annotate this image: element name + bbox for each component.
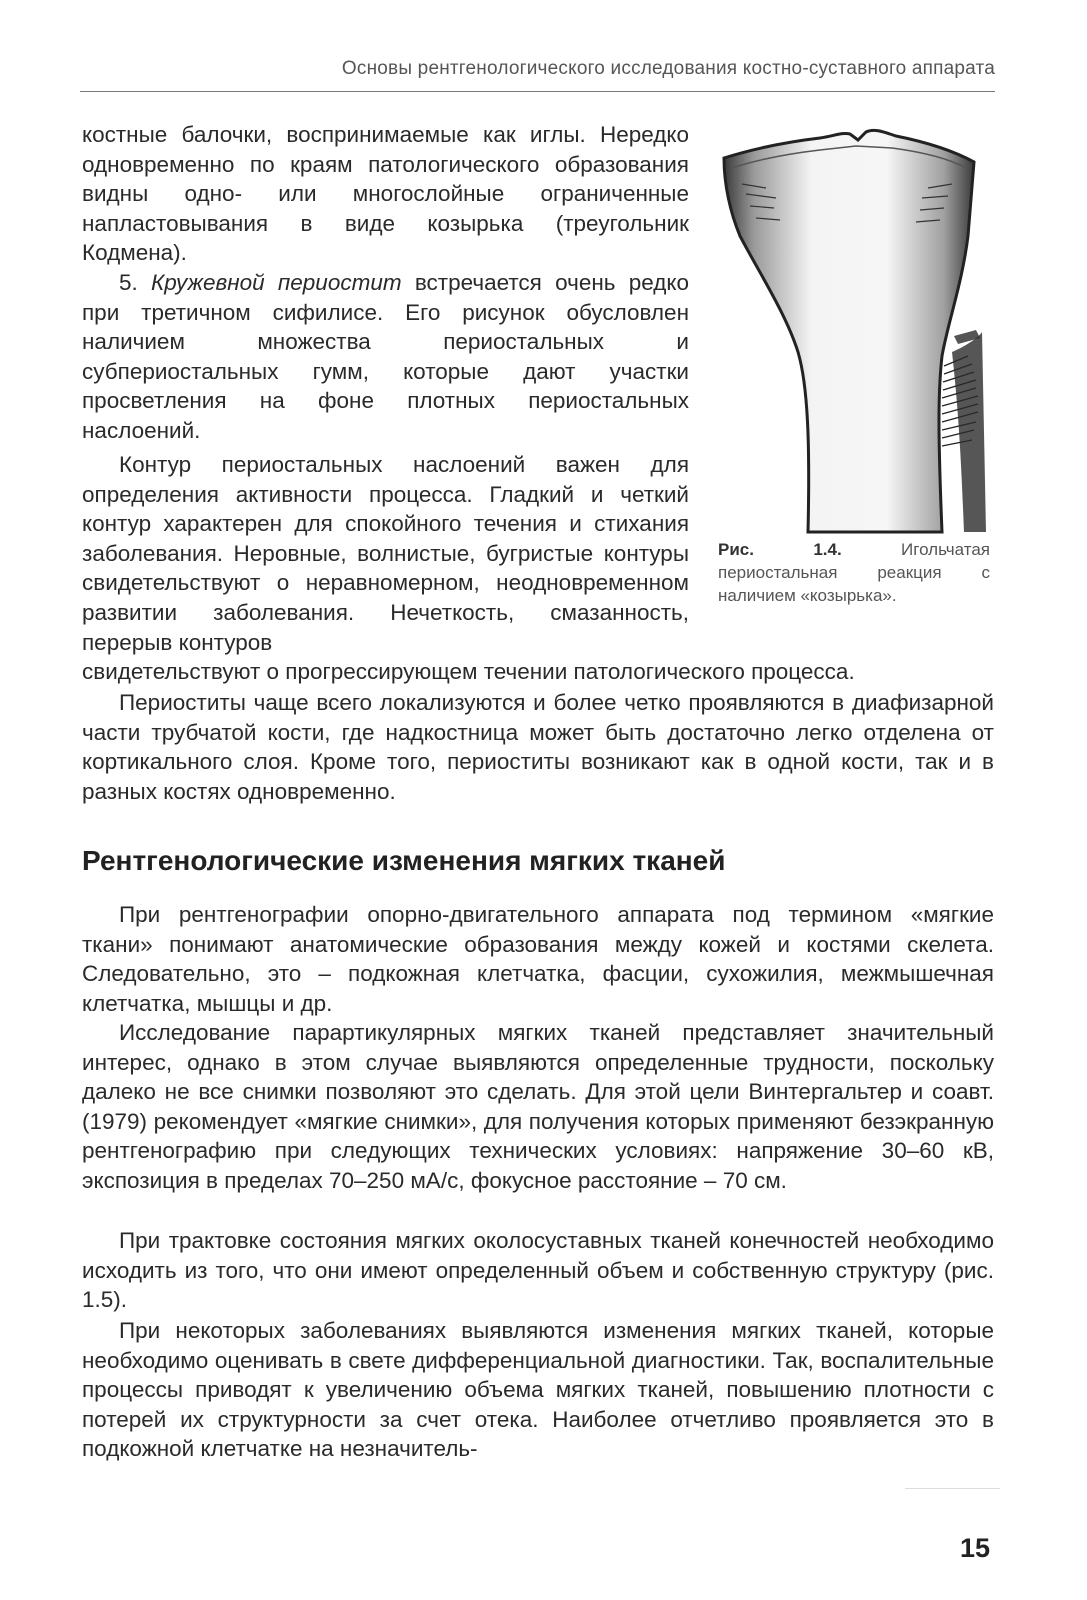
figure-caption (718, 538, 990, 607)
item-number: 5. (119, 270, 138, 295)
item-text: встречается очень редко при третичном сифилисе. Его рисунок обусловлен наличием множества периостальных и субпериостальных гумм, которые дают участки просветления на фоне плотных периостальных наслоений. (82, 270, 689, 443)
term-lace-periostitis: Кружевной периостит (151, 270, 402, 295)
paragraph-periostitis-location: Периоститы чаще всего локализуются и более четко проявляются в диафизарной части трубчатой кости, где надкостница может быть достаточно легко отделена от кортикального слоя. Кроме того, периоститы возникают как в одной кости, так и в разных костях одновременно. (82, 690, 994, 804)
caption-label: Рис. 1.4. (718, 540, 842, 559)
figure-bone-illustration (716, 124, 988, 534)
bone-drawing (716, 124, 988, 534)
header-rule (80, 91, 995, 92)
paragraph-lace-periostitis (82, 268, 689, 446)
corner-rule (905, 1488, 1000, 1489)
paragraph-needles: костные балочки, воспринимаемые как иглы. Нередко одновременно по краям патологического образования видны одно- или многослойные ограниченные напластовывания в виде козырька (треугольник Кодмена). (82, 122, 689, 266)
paragraph-soft-tissue-study: Исследование парартикулярных мягких тканей представляет значительный интерес, однако в этом случае выявляются определенные трудности, поскольку далеко не все снимки позволяют это сделать. Для этой цели Винтергальтер и соавт. (1979) рекомендует «мягкие снимки», для получения которых применяют безэкранную рентгенографию при следующих технических условиях: напряжение 30–60 кВ, экспозиция в пределах 70–250 мА/с, фокусное расстояние – 70 см. (82, 1020, 994, 1193)
page-number: 15 (959, 1533, 990, 1563)
paragraph-soft-tissue-definition: При рентгенографии опорно-двигательного аппарата под термином «мягкие ткани» понимают анатомические образования между кожей и костями скелета. Следовательно, это – подкожная клетчатка, фасции, сухожилия, межмышечная клетчатка, мышцы и др. (82, 902, 994, 1016)
paragraph-soft-tissue-diseases: При некоторых заболеваниях выявляются изменения мягких тканей, которые необходимо оценивать в свете дифференциальной диагностики. Так, воспалительные процессы приводят к увеличению объема мягких тканей, повышению плотности с потерей их структурности за счет отека. Наиболее отчетливо проявляется это в подкожной клетчатке на незначитель- (82, 1318, 994, 1462)
paragraph-soft-tissue-interpretation: При трактовке состояния мягких околосуставных тканей конечностей необходимо исходить из того, что они имеют определенный объем и собственную структуру (рис. 1.5). (82, 1228, 994, 1313)
section-title: Рентгенологические изменения мягких тканей (82, 845, 726, 876)
caption-text: Игольчатая периостальная реакция с наличием «козырька». (718, 540, 990, 605)
running-head: Основы рентгенологического исследования костно-суставного аппарата (341, 58, 995, 79)
paragraph-contour-tail: свидетельствуют о прогрессирующем течении патологического процесса. (82, 659, 855, 684)
paragraph-contour: Контур периостальных наслоений важен для определения активности процесса. Гладкий и четкий контур характерен для спокойного течения и стихания заболевания. Неровные, волнистые, бугристые контуры свидетельствуют о неравномерном, неодновременном развитии заболевания. Нечеткость, смазанность, перерыв контуров (82, 452, 689, 655)
